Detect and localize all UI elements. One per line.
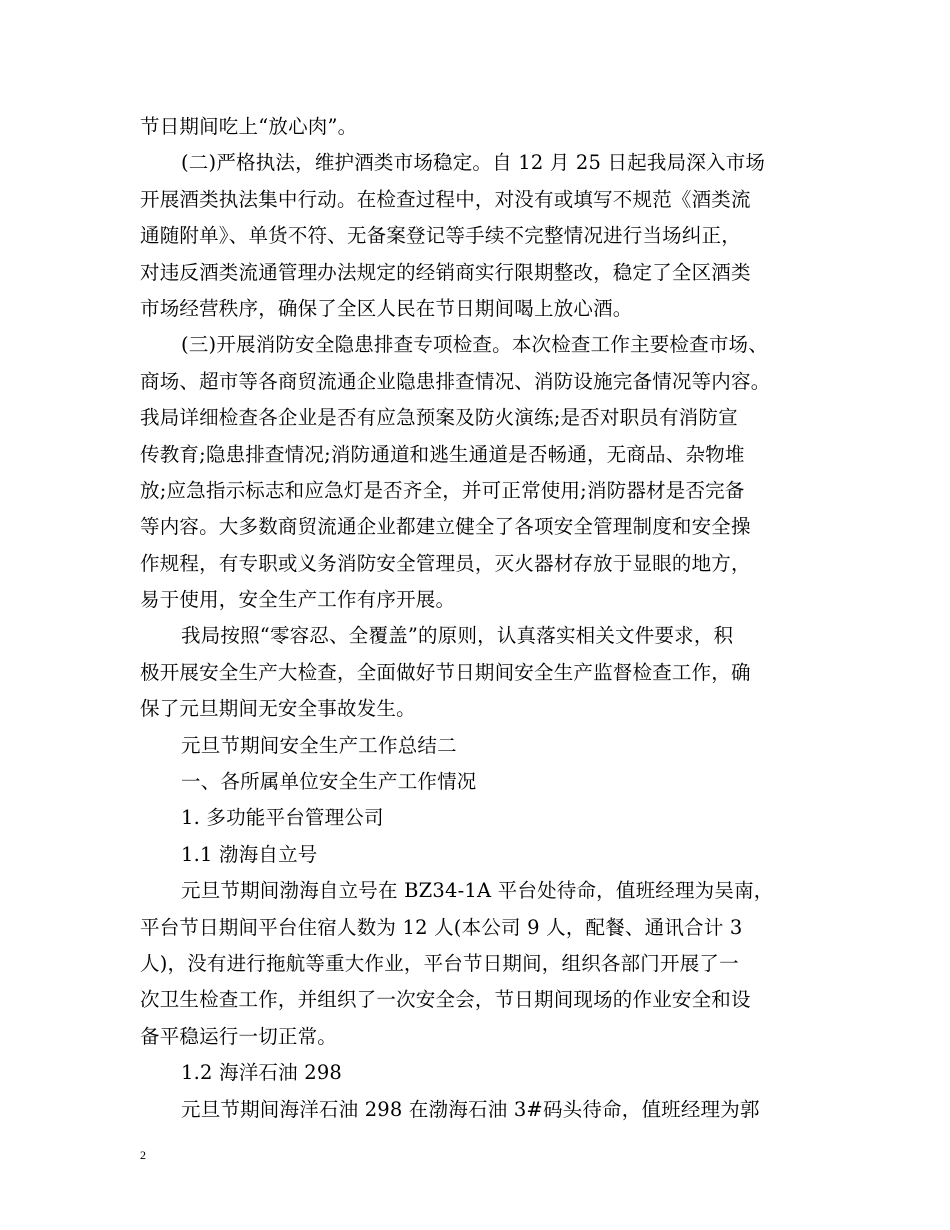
text-line: 平台节日期间平台住宿人数为 12 人(本公司 9 人，配餐、通讯合计 3 xyxy=(140,915,743,939)
text-line: 通随附单》、单货不符、无备案登记等手续不完整情况进行当场纠正， xyxy=(140,224,741,248)
text-line: 元旦节期间安全生产工作总结二 xyxy=(181,733,457,757)
text-line: 易于使用，安全生产工作有序开展。 xyxy=(140,588,456,612)
text-line: 传教育;隐患排查情况;消防通道和逃生通道是否畅通，无商品、杂物堆 xyxy=(140,442,745,466)
text-line: 商场、超市等各商贸流通企业隐患排查情况、消防设施完备情况等内容。 xyxy=(140,369,771,393)
text-line: 元旦节期间渤海自立号在 BZ34-1A 平台处待命，值班经理为吴南， xyxy=(181,879,774,903)
text-line: 放;应急指示标志和应急灯是否齐全，并可正常使用;消防器材是否完备 xyxy=(140,478,745,502)
text-line: 我局详细检查各企业是否有应急预案及防火演练;是否对职员有消防宣 xyxy=(140,406,738,430)
text-line: 节日期间吃上“放心肉”。 xyxy=(140,115,358,138)
text-line: 1.2 海洋石油 298 xyxy=(181,1061,343,1085)
text-line: 极开展安全生产大检查，全面做好节日期间安全生产监督检查工作，确 xyxy=(140,660,751,684)
page-number: 2 xyxy=(140,1148,146,1162)
text-line: 1.1 渤海自立号 xyxy=(181,842,318,866)
text-line: (二)严格执法，维护酒类市场稳定。自 12 月 25 日起我局深入市场 xyxy=(181,151,766,175)
text-line: 市场经营秩序，确保了全区人民在节日期间喝上放心酒。 xyxy=(140,296,633,320)
text-line: 作规程，有专职或义务消防安全管理员，灭火器材存放于显眼的地方， xyxy=(140,551,751,575)
text-line: 我局按照“零容忍、全覆盖”的原则，认真落实相关文件要求，积 xyxy=(181,624,734,648)
text-line: 备平稳运行一切正常。 xyxy=(140,1024,338,1048)
text-line: (三)开展消防安全隐患排查专项检查。本次检查工作主要检查市场、 xyxy=(181,333,768,357)
text-line: 一、各所属单位安全生产工作情况 xyxy=(181,770,477,794)
text-line: 次卫生检查工作，并组织了一次安全会，节日期间现场的作业安全和设 xyxy=(140,988,751,1012)
text-line: 开展酒类执法集中行动。在检查过程中，对没有或填写不规范《酒类流 xyxy=(140,187,751,211)
body-text xyxy=(140,109,830,1128)
text-line: 等内容。大多数商贸流通企业都建立健全了各项安全管理制度和安全操 xyxy=(140,515,751,539)
text-line: 1. 多功能平台管理公司 xyxy=(181,806,384,830)
text-line: 元旦节期间海洋石油 298 在渤海石油 3#码头待命，值班经理为郭 xyxy=(181,1097,760,1121)
text-line: 人)，没有进行拖航等重大作业，平台节日期间，组织各部门开展了一 xyxy=(140,951,739,975)
text-line: 对违反酒类流通管理办法规定的经销商实行限期整改，稳定了全区酒类 xyxy=(140,260,751,284)
text-line: 保了元旦期间无安全事故发生。 xyxy=(140,697,416,721)
